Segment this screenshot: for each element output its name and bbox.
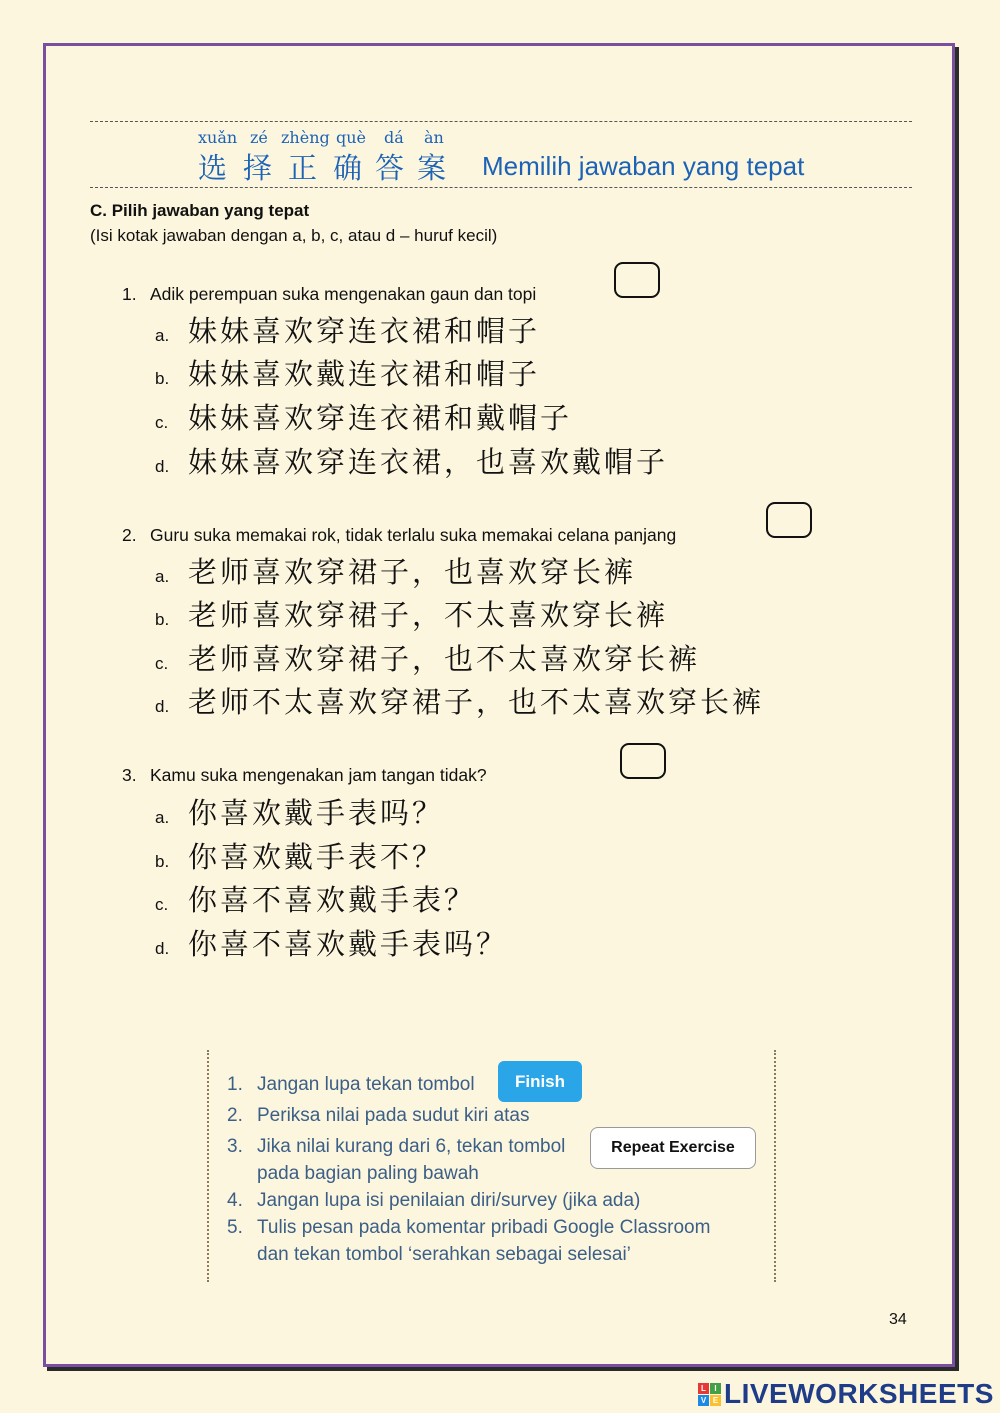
logo-grid-cell: I <box>710 1383 721 1394</box>
option-text: 老师喜欢穿裙子，也喜欢穿长裤 <box>188 555 637 589</box>
instruction-5 <box>227 1217 710 1239</box>
page-subtitle: Memilih jawaban yang tepat <box>482 151 805 181</box>
option-3a <box>155 791 444 832</box>
section-instruction: (Isi kotak jawaban dengan a, b, c, atau d – huruf kecil) <box>90 226 498 245</box>
instruction-3-continued <box>227 1163 479 1185</box>
pinyin-3: zhèng <box>281 128 330 147</box>
title-char-4: 确 <box>333 151 363 185</box>
pinyin-4: què <box>336 128 367 147</box>
instruction-text: Jika nilai kurang dari 6, tekan tombol <box>257 1136 566 1157</box>
option-3d <box>155 922 508 963</box>
option-1d <box>155 440 668 481</box>
question-1 <box>122 284 536 305</box>
question-number: 2. <box>122 525 137 545</box>
logo-grid-cell: E <box>710 1395 721 1406</box>
instruction-text: Periksa nilai pada sudut kiri atas <box>257 1105 530 1126</box>
instruction-text: Jangan lupa tekan tombol <box>257 1074 475 1095</box>
question-text: Adik perempuan suka mengenakan gaun dan topi <box>150 284 537 304</box>
instruction-text: pada bagian paling bawah <box>257 1163 479 1184</box>
question-number: 1. <box>122 284 137 304</box>
pinyin-5: dá <box>384 128 404 147</box>
question-text: Kamu suka mengenakan jam tangan tidak? <box>150 765 487 785</box>
option-1b <box>155 352 540 393</box>
section-heading: C. Pilih jawaban yang tepat <box>90 201 310 220</box>
logo-text: LIVEWORKSHEETS <box>724 1378 994 1409</box>
option-text: 妹妹喜欢穿连衣裙和帽子 <box>188 314 541 348</box>
instruction-text: dan tekan tombol ‘serahkan sebagai selesai’ <box>257 1244 631 1265</box>
instruction-number: 1. <box>227 1074 243 1095</box>
option-text: 妹妹喜欢穿连衣裙和戴帽子 <box>188 401 573 435</box>
repeat-exercise-button-illustration: Repeat Exercise <box>590 1127 756 1169</box>
header-bottom-divider <box>90 187 912 188</box>
instruction-3 <box>227 1136 565 1158</box>
instruction-number: 2. <box>227 1105 243 1126</box>
page-number: 34 <box>889 1311 907 1328</box>
instruction-number: 3. <box>227 1136 243 1157</box>
instruction-5-continued <box>227 1244 631 1266</box>
option-letter: c. <box>155 895 169 914</box>
logo-grid-cell: V <box>698 1395 709 1406</box>
option-text: 老师喜欢穿裙子，也不太喜欢穿长裤 <box>188 642 701 676</box>
title-char-5: 答 <box>375 151 405 185</box>
option-text: 老师喜欢穿裙子，不太喜欢穿长裤 <box>188 598 669 632</box>
liveworksheets-logo <box>698 1378 994 1410</box>
option-2a <box>155 550 636 591</box>
option-letter: b. <box>155 369 170 388</box>
pinyin-2: zé <box>250 128 268 147</box>
option-letter: a. <box>155 808 170 827</box>
instruction-text: Jangan lupa isi penilaian diri/survey (jika ada) <box>257 1190 641 1211</box>
option-2b <box>155 593 668 634</box>
instructions-right-border <box>774 1050 776 1282</box>
option-text: 妹妹喜欢戴连衣裙和帽子 <box>188 357 541 391</box>
option-text: 你喜不喜欢戴手表吗？ <box>188 927 509 961</box>
option-letter: d. <box>155 939 170 958</box>
option-letter: a. <box>155 567 170 586</box>
option-1a <box>155 309 540 350</box>
option-letter: b. <box>155 852 170 871</box>
option-text: 你喜欢戴手表不？ <box>188 840 445 874</box>
option-letter: d. <box>155 697 170 716</box>
header-top-divider <box>90 121 912 122</box>
answer-box-3[interactable] <box>620 743 666 779</box>
title-char-2: 择 <box>243 151 273 185</box>
answer-box-2[interactable] <box>766 502 812 538</box>
option-text: 你喜不喜欢戴手表？ <box>188 883 477 917</box>
option-text: 老师不太喜欢穿裙子，也不太喜欢穿长裤 <box>188 685 765 719</box>
instruction-4 <box>227 1190 640 1212</box>
option-letter: c. <box>155 654 169 673</box>
question-3 <box>122 765 487 786</box>
option-1c <box>155 396 572 437</box>
option-letter: d. <box>155 457 170 476</box>
instruction-text: Tulis pesan pada komentar pribadi Google Classroom <box>257 1217 711 1238</box>
pinyin-6: àn <box>424 128 444 147</box>
title-char-6: 案 <box>417 151 447 185</box>
logo-grid-cell: L <box>698 1383 709 1394</box>
instruction-number: 4. <box>227 1190 243 1211</box>
option-text: 妹妹喜欢穿连衣裙，也喜欢戴帽子 <box>188 445 669 479</box>
finish-button-illustration: Finish <box>498 1061 582 1102</box>
instruction-2 <box>227 1105 529 1127</box>
question-text: Guru suka memakai rok, tidak terlalu suka memakai celana panjang <box>150 525 677 545</box>
option-text: 你喜欢戴手表吗？ <box>188 796 445 830</box>
option-3c <box>155 878 476 919</box>
option-3b <box>155 835 444 876</box>
instructions-left-border <box>207 1050 209 1282</box>
title-char-1: 选 <box>198 151 228 185</box>
title-char-3: 正 <box>288 151 318 185</box>
instruction-number: 5. <box>227 1217 243 1238</box>
option-letter: c. <box>155 413 169 432</box>
option-letter: a. <box>155 326 170 345</box>
pinyin-1: xuǎn <box>198 128 238 147</box>
instruction-1 <box>227 1074 475 1096</box>
option-2c <box>155 637 700 678</box>
question-number: 3. <box>122 765 137 785</box>
answer-box-1[interactable] <box>614 262 660 298</box>
question-2 <box>122 525 676 546</box>
option-letter: b. <box>155 610 170 629</box>
option-2d <box>155 680 764 721</box>
logo-grid-icon <box>698 1383 721 1406</box>
